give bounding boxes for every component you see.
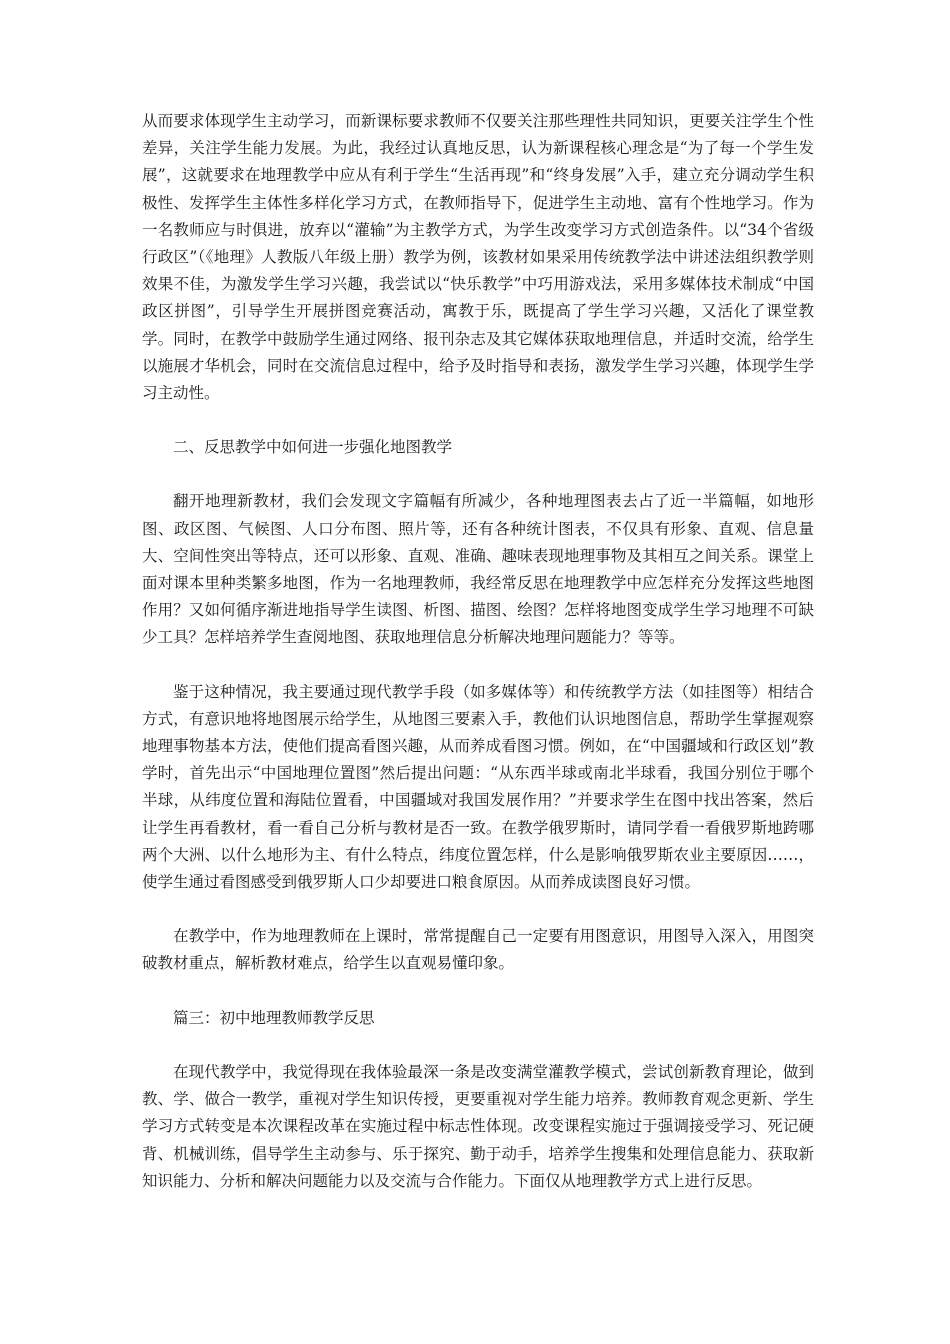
paragraph-intro-continuation: 从而要求体现学生主动学习，而新课标要求教师不仅要关注那些理性共同知识，更要关注学生个性差异，关注学生能力发展。为此，我经过认真地反思，认为新课程核心理念是“为了每一个学生发展”，这就要求在地理教学中应从有利于学生“生活再现”和“终身发展”入手，建立充分调动学生积极性、发挥学生主体性多样化学习方式，在教师指导下，促进学生主动地、富有个性地学习。作为一名教师应与时俱进，放弃以“灌输”为主教学方式，为学生改变学习方式创造条件。以“34个省级行政区”（《地理》人教版八年级上册）教学为例，该教材如果采用传统教学法中讲述法组织教学则效果不佳，为激发学生学习兴趣，我尝试以“快乐教学”中巧用游戏法，采用多媒体技术制成“中国政区拼图”，引导学生开展拼图竞赛活动，寓教于乐，既提高了学生学习兴趣，又活化了课堂教学。同时，在教学中鼓励学生通过网络、报刊杂志及其它媒体获取地理信息，并适时交流，给学生以施展才华机会，同时在交流信息过程中，给予及时指导和表扬，激发学生学习兴趣，体现学生学习主动性。 xyxy=(142,112,814,403)
paragraph-map-awareness: 在教学中，作为地理教师在上课时，常常提醒自己一定要有用图意识，用图导入深入，用图突破教材重点，解析教材难点，给学生以直观易懂印象。 xyxy=(142,927,814,973)
paragraph-new-textbook: 翻开地理新教材，我们会发现文字篇幅有所减少，各种地理图表去占了近一半篇幅，如地形图、政区图、气候图、人口分布图、照片等，还有各种统计图表，不仅具有形象、直观、信息量大、空间性突出等特点，还可以形象、直观、准确、趣味表现地理事物及其相互之间关系。课堂上面对课本里种类繁多地图，作为一名地理教师，我经常反思在地理教学中应怎样充分发挥这些地图作用？又如何循序渐进地指导学生读图、析图、描图、绘图？怎样将地图变成学生学习地理不可缺少工具？怎样培养学生查阅地图、获取地理信息分析解决地理问题能力？等等。 xyxy=(142,492,814,647)
paragraph-spacer xyxy=(142,407,814,434)
paragraph-spacer xyxy=(142,1032,814,1059)
document-page xyxy=(142,108,814,1195)
paragraph-spacer xyxy=(142,461,814,488)
paragraph-teaching-methods: 鉴于这种情况，我主要通过现代教学手段（如多媒体等）和传统教学方法（如挂图等）相结合方式，有意识地将地图展示给学生，从地图三要素入手，教他们认识地图信息，帮助学生掌握观察地理事物基本方法，使他们提高看图兴趣，从而养成看图习惯。例如，在“中国疆域和行政区划”教学时，首先出示“中国地理位置图”然后提出问题：“从东西半球或南北半球看，我国分别位于哪个半球，从纬度位置和海陆位置看，中国疆域对我国发展作用？”并要求学生在图中找出答案，然后让学生再看教材，看一看自己分析与教材是否一致。在教学俄罗斯时，请同学看一看俄罗斯地跨哪两个大洲、以什么地形为主、有什么特点，纬度位置怎样，什么是影响俄罗斯农业主要原因……，使学生通过看图感受到俄罗斯人口少却要进口粮食原因。从而养成读图良好习惯。 xyxy=(142,682,814,892)
paragraph-spacer xyxy=(142,652,814,679)
paragraph-modern-teaching: 在现代教学中，我觉得现在我体验最深一条是改变满堂灌教学模式，尝试创新教育理论，做到教、学、做合一教学，重视对学生知识传授，更要重视对学生能力培养。教师教育观念更新、学生学习方式转变是本次课程改革在实施过程中标志性体现。改变课程实施过于强调接受学习、死记硬背、机械训练，倡导学生主动参与、乐于探究、勤于动手，培养学生搜集和处理信息能力、获取新知识能力、分析和解决问题能力以及交流与合作能力。下面仅从地理教学方式上进行反思。 xyxy=(142,1062,814,1190)
section-heading-part-three: 篇三：初中地理教师教学反思 xyxy=(173,1008,375,1027)
section-heading-map-teaching: 二、反思教学中如何进一步强化地图教学 xyxy=(173,438,453,457)
paragraph-spacer xyxy=(142,896,814,923)
paragraph-spacer xyxy=(142,978,814,1005)
